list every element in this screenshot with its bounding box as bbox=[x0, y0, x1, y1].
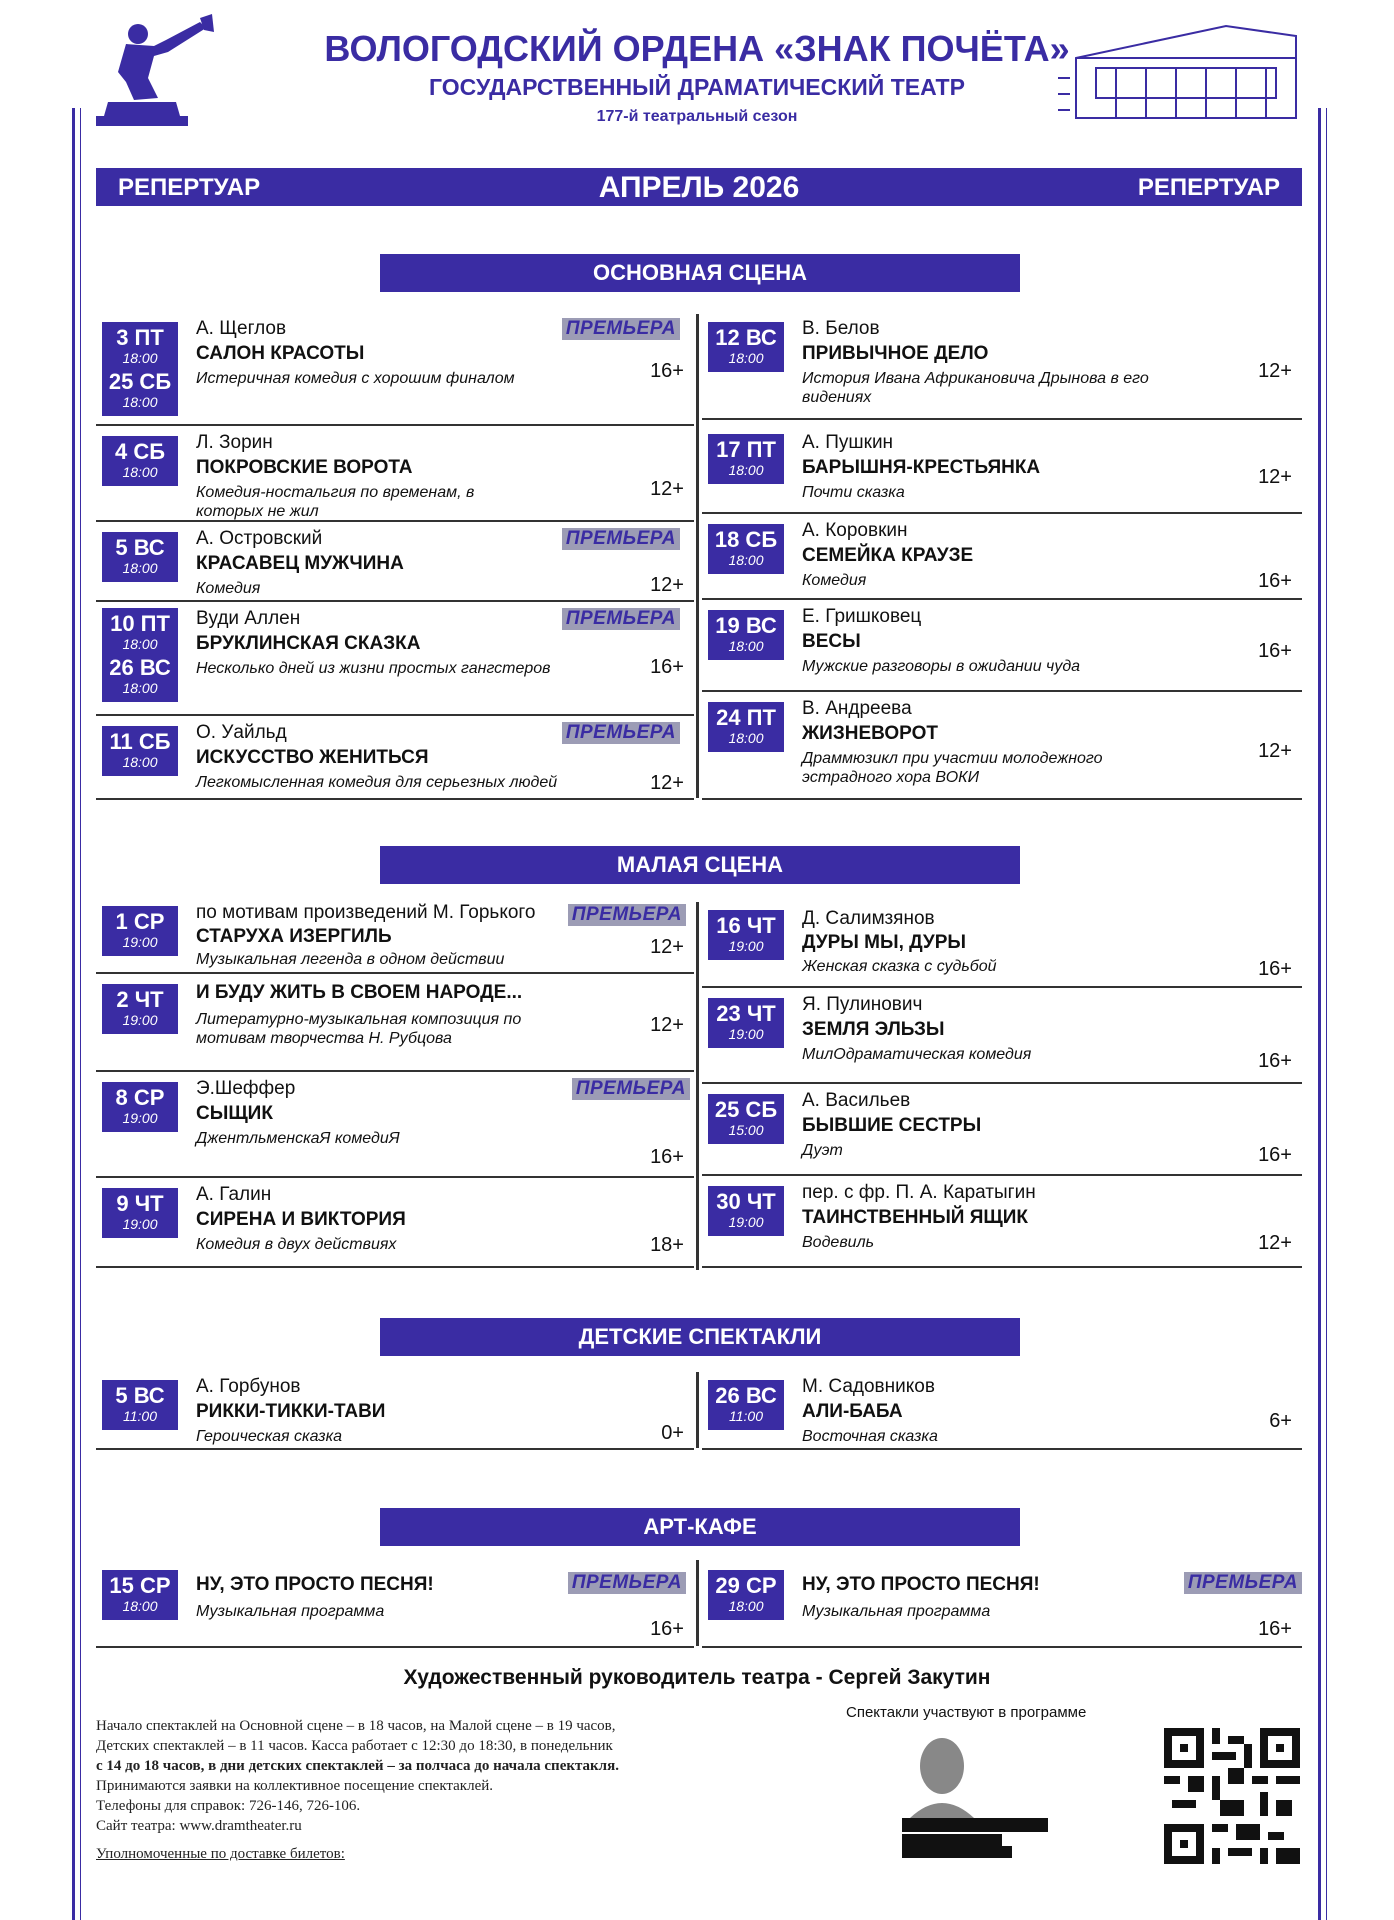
age-rating: 16+ bbox=[1258, 958, 1292, 980]
event-row[interactable] bbox=[96, 1560, 694, 1648]
event-row[interactable] bbox=[702, 1176, 1302, 1268]
column-divider bbox=[696, 314, 699, 798]
pushkin-card-logo-icon bbox=[900, 1728, 1050, 1858]
frame-line-right bbox=[1326, 108, 1327, 1920]
event-description: Комедия bbox=[802, 572, 867, 589]
event-author: А. Пушкин bbox=[802, 432, 894, 453]
event-description: ДжентльменскаЯ комедиЯ bbox=[196, 1130, 400, 1147]
event-description: Дуэт bbox=[802, 1142, 843, 1159]
premiere-badge: ПРЕМЬЕРА bbox=[562, 318, 680, 340]
age-rating: 12+ bbox=[650, 772, 684, 794]
season-label: 177-й театральный сезон bbox=[596, 108, 798, 125]
date-badge: 4 СБ 18:00 bbox=[102, 436, 178, 486]
event-description: Драммюзикл при участии молодежного эстрадного хора ВОКИ bbox=[802, 750, 1103, 786]
event-title: БРУКЛИНСКАЯ СКАЗКА bbox=[196, 633, 421, 654]
date-badge: 10 ПТ 18:00 26 ВС 18:00 bbox=[102, 608, 178, 702]
event-author: О. Уайльд bbox=[196, 722, 287, 743]
age-rating: 12+ bbox=[1258, 1232, 1292, 1254]
event-title: СТАРУХА ИЗЕРГИЛЬ bbox=[196, 926, 392, 947]
event-title: АЛИ-БАБА bbox=[802, 1401, 903, 1422]
date-badge: 11 СБ 18:00 bbox=[102, 726, 178, 776]
event-description: МилОдраматическая комедия bbox=[802, 1046, 1032, 1063]
event-row[interactable] bbox=[96, 1370, 694, 1450]
date-badge: 30 ЧТ 19:00 bbox=[708, 1186, 784, 1236]
date-badge: 25 СБ 15:00 bbox=[708, 1094, 784, 1144]
column-divider bbox=[696, 1372, 699, 1448]
premiere-badge: ПРЕМЬЕРА bbox=[572, 1078, 690, 1100]
event-row[interactable] bbox=[96, 426, 694, 522]
age-rating: 6+ bbox=[1269, 1410, 1292, 1432]
phones: Телефоны для справок: 726-146, 726-106. bbox=[96, 1798, 361, 1814]
event-description: Литературно-музыкальная композиция по мотивам творчества Н. Рубцова bbox=[196, 1011, 522, 1047]
event-author: А. Горбунов bbox=[196, 1376, 301, 1397]
event-description: Легкомысленная комедия для серьезных людей bbox=[196, 774, 558, 791]
event-row[interactable] bbox=[702, 900, 1302, 988]
event-title: ВЕСЫ bbox=[802, 631, 861, 652]
age-rating: 12+ bbox=[650, 936, 684, 958]
event-author: М. Садовников bbox=[802, 1376, 935, 1397]
event-title: СИРЕНА И ВИКТОРИЯ bbox=[196, 1209, 406, 1230]
event-author: по мотивам произведений М. Горького bbox=[196, 902, 536, 923]
event-author: Л. Зорин bbox=[196, 432, 273, 453]
event-description: Мужские разговоры в ожидании чуда bbox=[802, 658, 1081, 675]
ticket-delivery: Уполномоченные по доставке билетов: bbox=[96, 1846, 345, 1862]
event-description: Комедия bbox=[196, 580, 261, 597]
frame-line-left bbox=[80, 108, 81, 1920]
event-row[interactable] bbox=[96, 900, 694, 974]
program-label: Спектакли участвуют в программе bbox=[846, 1704, 1087, 1721]
event-row[interactable] bbox=[702, 514, 1302, 600]
date-badge: 18 СБ 18:00 bbox=[708, 524, 784, 574]
event-author: пер. с фр. П. А. Каратыгин bbox=[802, 1182, 1036, 1203]
event-title: РИККИ-ТИККИ-ТАВИ bbox=[196, 1401, 386, 1422]
premiere-badge: ПРЕМЬЕРА bbox=[562, 528, 680, 550]
theater-building-icon bbox=[1056, 18, 1306, 122]
premiere-badge: ПРЕМЬЕРА bbox=[568, 904, 686, 926]
event-description: Музыкальная программа bbox=[802, 1603, 991, 1620]
event-row[interactable] bbox=[702, 600, 1302, 692]
event-row[interactable] bbox=[96, 602, 694, 716]
event-row[interactable] bbox=[96, 974, 694, 1072]
event-description: Музыкальная программа bbox=[196, 1603, 385, 1620]
repertoire-label-right: РЕПЕРТУАР bbox=[1137, 174, 1280, 201]
date-badge: 12 ВС 18:00 bbox=[708, 322, 784, 372]
event-title: ПОКРОВСКИЕ ВОРОТА bbox=[196, 457, 413, 478]
event-row[interactable] bbox=[96, 1178, 694, 1268]
event-author: Д. Салимзянов bbox=[802, 908, 935, 929]
age-rating: 12+ bbox=[1258, 466, 1292, 488]
event-title: СЫЩИК bbox=[196, 1103, 273, 1124]
age-rating: 16+ bbox=[650, 360, 684, 382]
event-description: Восточная сказка bbox=[802, 1428, 938, 1445]
age-rating: 16+ bbox=[650, 1146, 684, 1168]
age-rating: 16+ bbox=[1258, 570, 1292, 592]
event-title: ЖИЗНЕВОРОТ bbox=[802, 723, 938, 744]
event-title: И БУДУ ЖИТЬ В СВОЕМ НАРОДЕ... bbox=[196, 982, 523, 1003]
event-title: НУ, ЭТО ПРОСТО ПЕСНЯ! bbox=[802, 1574, 1040, 1595]
schedule-info: Начало спектаклей на Основной сцене – в 18 часов, на Малой сцене – в 19 часов, bbox=[96, 1718, 616, 1734]
event-description: История Ивана Африкановича Дрынова в его видениях bbox=[802, 370, 1149, 406]
age-rating: 12+ bbox=[1258, 740, 1292, 762]
artistic-director: Художественный руководитель театра - Сергей Закутин bbox=[403, 1666, 991, 1689]
event-description: Музыкальная легенда в одном действии bbox=[196, 951, 505, 968]
event-row[interactable] bbox=[96, 312, 694, 426]
date-badge: 23 ЧТ 19:00 bbox=[708, 998, 784, 1048]
date-badge: 9 ЧТ 19:00 bbox=[102, 1188, 178, 1238]
month-bar bbox=[96, 168, 1302, 206]
section-small-stage: МАЛАЯ СЦЕНА bbox=[380, 846, 1020, 884]
event-title: БАРЫШНЯ-КРЕСТЬЯНКА bbox=[802, 457, 1041, 478]
event-author: А. Васильев bbox=[802, 1090, 911, 1111]
event-row[interactable] bbox=[702, 420, 1302, 514]
premiere-badge: ПРЕМЬЕРА bbox=[568, 1572, 686, 1594]
frame-line-left bbox=[72, 108, 75, 1920]
event-title: ДУРЫ МЫ, ДУРЫ bbox=[802, 932, 966, 953]
column-divider bbox=[696, 902, 699, 1270]
website-link[interactable]: Сайт театра: www.dramtheater.ru bbox=[96, 1818, 302, 1834]
age-rating: 18+ bbox=[650, 1234, 684, 1256]
event-row[interactable] bbox=[702, 312, 1302, 420]
event-row[interactable] bbox=[702, 988, 1302, 1084]
event-row[interactable] bbox=[96, 522, 694, 602]
qr-code-icon[interactable] bbox=[1164, 1728, 1300, 1864]
premiere-badge: ПРЕМЬЕРА bbox=[1184, 1572, 1302, 1594]
event-description: Несколько дней из жизни простых гангстеров bbox=[196, 660, 551, 677]
repertoire-label-left: РЕПЕРТУАР bbox=[118, 174, 261, 201]
date-badge: 26 ВС 11:00 bbox=[708, 1380, 784, 1430]
event-row[interactable] bbox=[702, 1560, 1302, 1648]
section-main-stage: ОСНОВНАЯ СЦЕНА bbox=[380, 254, 1020, 292]
age-rating: 12+ bbox=[1258, 360, 1292, 382]
event-author: А. Щеглов bbox=[196, 318, 287, 339]
age-rating: 12+ bbox=[650, 478, 684, 500]
date-badge: 2 ЧТ 19:00 bbox=[102, 984, 178, 1034]
event-title: СЕМЕЙКА КРАУЗЕ bbox=[802, 545, 974, 566]
age-rating: 16+ bbox=[650, 656, 684, 678]
event-author: Вуди Аллен bbox=[196, 608, 301, 629]
date-badge: 5 ВС 18:00 bbox=[102, 532, 178, 582]
event-title: ПРИВЫЧНОЕ ДЕЛО bbox=[802, 343, 989, 364]
header-subtitle: ГОСУДАРСТВЕННЫЙ ДРАМАТИЧЕСКИЙ ТЕАТР bbox=[429, 74, 965, 100]
date-badge: 29 СР 18:00 bbox=[708, 1570, 784, 1620]
event-row[interactable] bbox=[96, 1072, 694, 1178]
date-badge: 3 ПТ 18:00 25 СБ 18:00 bbox=[102, 322, 178, 416]
date-badge: 1 СР 19:00 bbox=[102, 906, 178, 956]
event-description: Женская сказка с судьбой bbox=[802, 958, 997, 975]
schedule-info: Принимаются заявки на коллективное посещение спектаклей. bbox=[96, 1778, 494, 1794]
event-author: Е. Гришковец bbox=[802, 606, 922, 627]
event-title: САЛОН КРАСОТЫ bbox=[196, 343, 365, 364]
schedule-info: с 14 до 18 часов, в дни детских спектаклей – за полчаса до начала спектакля. bbox=[96, 1758, 619, 1774]
age-rating: 16+ bbox=[1258, 1050, 1292, 1072]
event-description: Героическая сказка bbox=[196, 1428, 343, 1445]
event-title: НУ, ЭТО ПРОСТО ПЕСНЯ! bbox=[196, 1574, 434, 1595]
premiere-badge: ПРЕМЬЕРА bbox=[562, 722, 680, 744]
event-title: БЫВШИЕ СЕСТРЫ bbox=[802, 1115, 982, 1136]
event-title: ЗЕМЛЯ ЭЛЬЗЫ bbox=[802, 1019, 945, 1040]
schedule-info: Детских спектаклей – в 11 часов. Касса работает с 12:30 до 18:30, в понедельник bbox=[96, 1738, 613, 1754]
month-title: АПРЕЛЬ 2026 bbox=[598, 171, 800, 204]
event-title: КРАСАВЕЦ МУЖЧИНА bbox=[196, 553, 404, 574]
date-badge: 5 ВС 11:00 bbox=[102, 1380, 178, 1430]
event-description: Водевиль bbox=[802, 1234, 874, 1251]
event-title: ТАИНСТВЕННЫЙ ЯЩИК bbox=[802, 1207, 1029, 1228]
event-author: Э.Шеффер bbox=[196, 1078, 296, 1099]
event-row[interactable] bbox=[702, 1370, 1302, 1450]
event-author: А. Коровкин bbox=[802, 520, 908, 541]
header-title: ВОЛОГОДСКИЙ ОРДЕНА «ЗНАК ПОЧЁТА» bbox=[324, 28, 1070, 69]
event-title: ИСКУССТВО ЖЕНИТЬСЯ bbox=[196, 747, 429, 768]
section-art-cafe: АРТ-КАФЕ bbox=[380, 1508, 1020, 1546]
section-kids: ДЕТСКИЕ СПЕКТАКЛИ bbox=[380, 1318, 1020, 1356]
age-rating: 16+ bbox=[650, 1618, 684, 1640]
event-author: А. Галин bbox=[196, 1184, 272, 1205]
event-description: Почти сказка bbox=[802, 484, 905, 501]
premiere-badge: ПРЕМЬЕРА bbox=[562, 608, 680, 630]
event-row[interactable] bbox=[702, 692, 1302, 800]
event-author: В. Белов bbox=[802, 318, 880, 339]
age-rating: 16+ bbox=[1258, 1618, 1292, 1640]
date-badge: 17 ПТ 18:00 bbox=[708, 434, 784, 484]
event-description: Истеричная комедия с хорошим финалом bbox=[196, 370, 515, 387]
age-rating: 16+ bbox=[1258, 640, 1292, 662]
date-badge: 15 СР 18:00 bbox=[102, 1570, 178, 1620]
event-row[interactable] bbox=[702, 1084, 1302, 1176]
age-rating: 16+ bbox=[1258, 1144, 1292, 1166]
frame-line-right bbox=[1318, 108, 1321, 1920]
age-rating: 0+ bbox=[661, 1422, 684, 1444]
date-badge: 16 ЧТ 19:00 bbox=[708, 910, 784, 960]
event-row[interactable] bbox=[96, 716, 694, 800]
event-description: Комедия в двух действиях bbox=[196, 1236, 397, 1253]
date-badge: 24 ПТ 18:00 bbox=[708, 702, 784, 752]
event-author: Я. Пулинович bbox=[802, 994, 923, 1015]
date-badge: 19 ВС 18:00 bbox=[708, 610, 784, 660]
age-rating: 12+ bbox=[650, 574, 684, 596]
date-badge: 8 СР 19:00 bbox=[102, 1082, 178, 1132]
column-divider bbox=[696, 1560, 699, 1646]
event-author: А. Островский bbox=[196, 528, 323, 549]
event-description: Комедия-ностальгия по временам, в которых не жил bbox=[196, 484, 475, 520]
age-rating: 12+ bbox=[650, 1014, 684, 1036]
event-author: В. Андреева bbox=[802, 698, 912, 719]
